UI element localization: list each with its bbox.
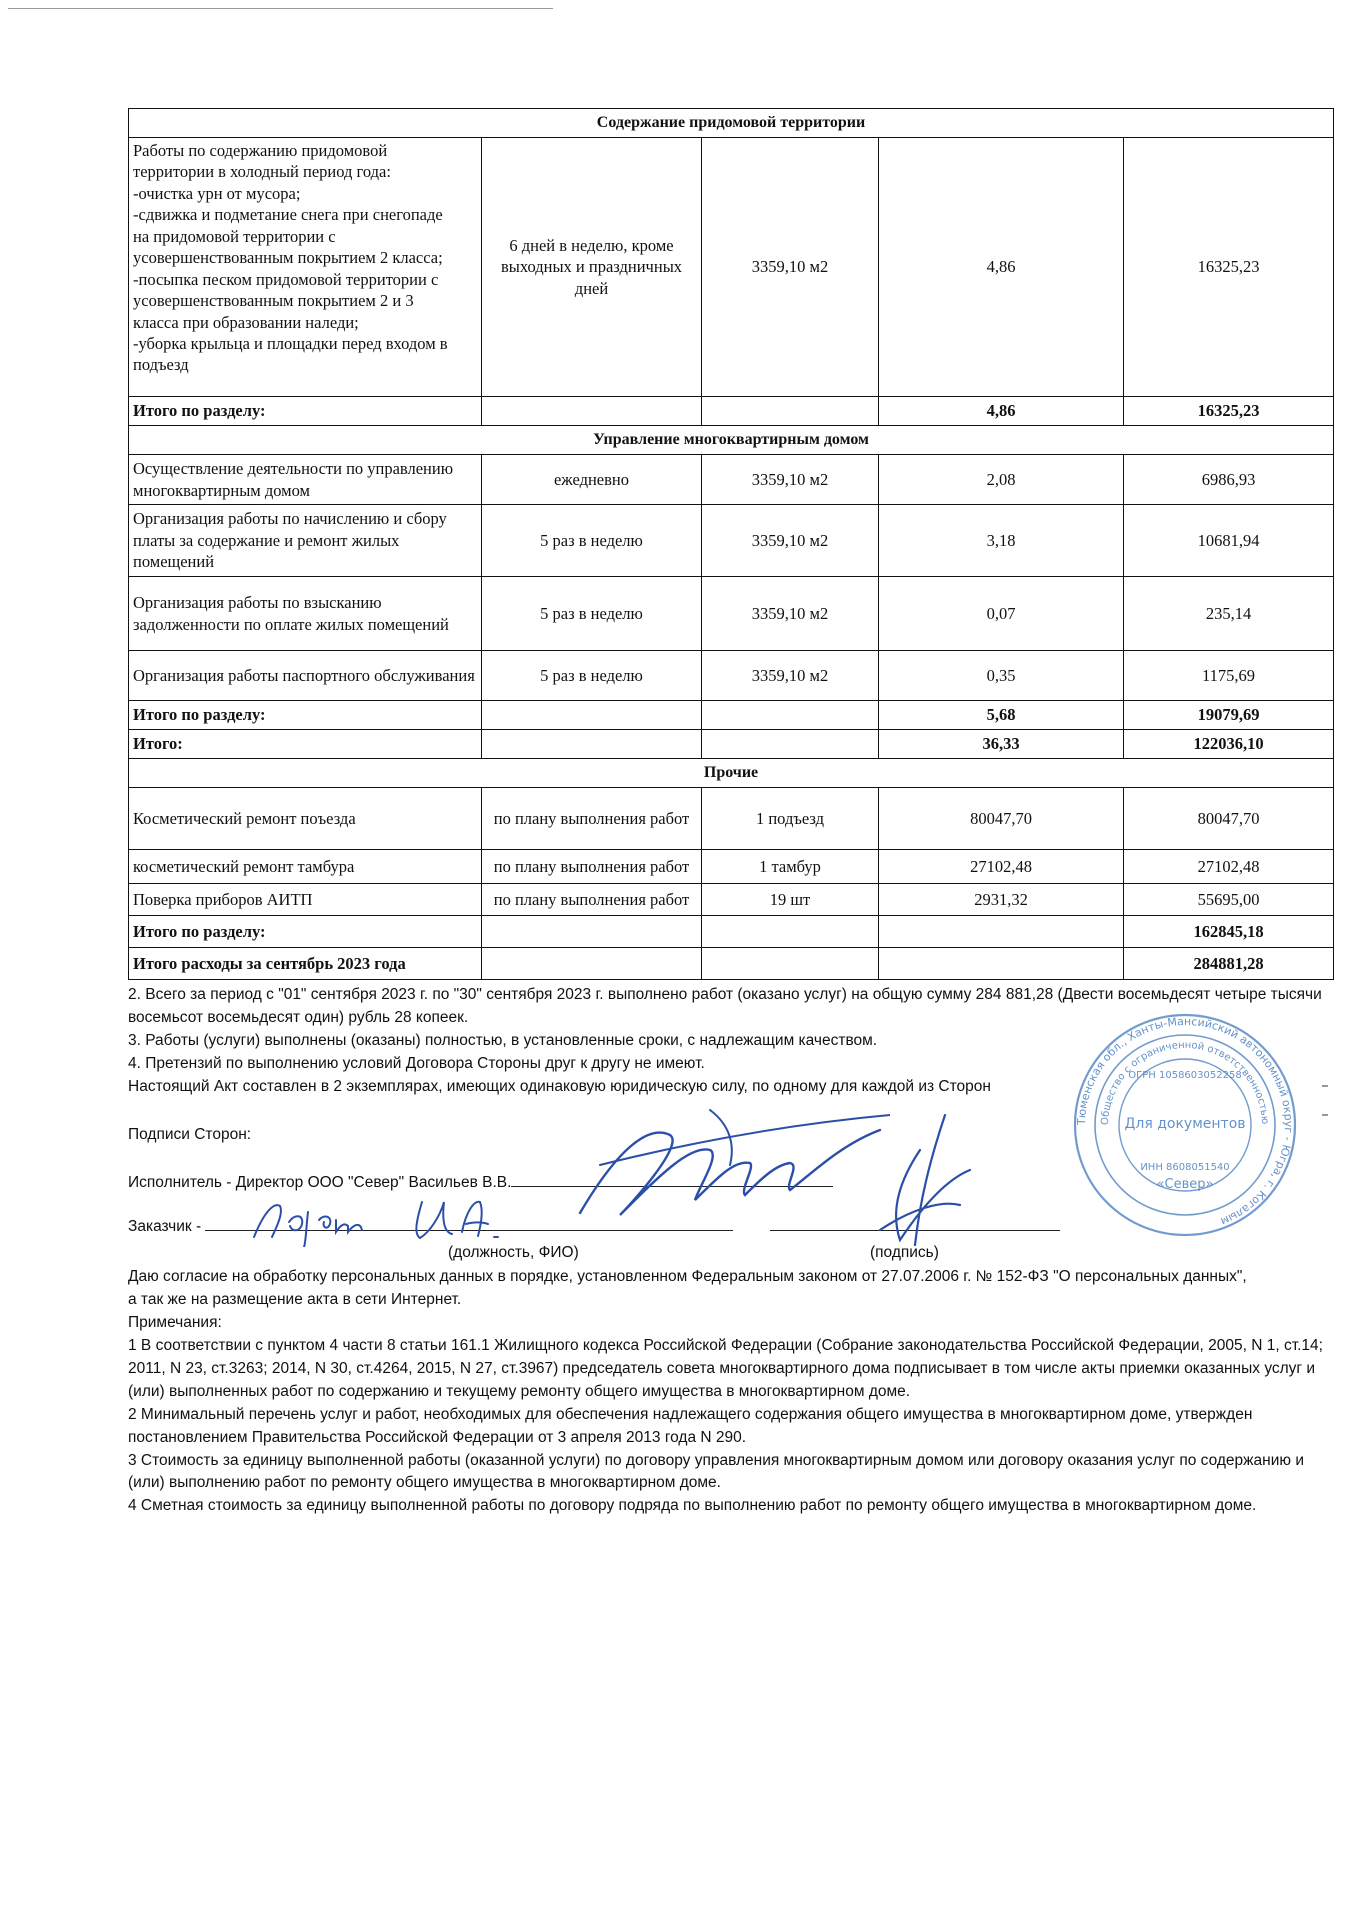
stamp-middle-text: Общество с ограниченной ответственностью <box>1099 1039 1271 1126</box>
rate-cell: 4,86 <box>879 138 1124 397</box>
expenses-total-row: Итого расходы за сентябрь 2023 года 284881,28 <box>129 948 1334 980</box>
table-row: косметический ремонт тамбура по плану выполнения работ 1 тамбур 27102,48 27102,48 <box>129 850 1334 884</box>
customer-handwritten-name <box>244 1192 524 1247</box>
stamp-inn: ИНН 8608051540 <box>1140 1162 1230 1173</box>
consent-and-notes: Даю согласие на обработку персональных данных в порядке, установленном Федеральным законом от 27.07.2006 г. № 152-ФЗ "О персональных данных", а так же на размещение акта в сети Интернет. Примечания: 1 В соответствии с пунктом 4 части 8 статьи 161.1 Жилищного кодекса Российской Федерации (Собрание законодательства Российской Федерации, 2005, N 1, ст.14; 2011, N 23, ст.3263; 2014, N 30, ст.4264, 2015, N 27, ст.3967) председатель совета многоквартирного дома подписывает в том числе акты приемки оказанных услуг и (или) выполненных работ по содержанию и текущему ремонту общего имущества в многоквартирном доме. 2 Минимальный перечень услуг и работ, необходимых для обеспечения надлежащего содержания общего имущества в многоквартирном доме, утвержден постановлением Правительства Российской Федерации от 3 апреля 2013 года N 290. 3 Стоимость за единицу выполненной работы (оказанной услуги) по договору управления многоквартирным домом или договору оказания услуг по содержанию и (или) выполнению работ по ремонту общего имущества в многоквартирном доме. 4 Сметная стоимость за единицу выполненной работы по договору подряда по выполнению работ по ремонту общего имущества в многоквартирном доме. <box>128 1266 1338 1518</box>
table-row: Организация работы паспортного обслуживания 5 раз в неделю 3359,10 м2 0,35 1175,69 <box>129 651 1334 701</box>
scan-artifact <box>1322 1114 1328 1116</box>
customer-line: Заказчик - <box>128 1218 1060 1236</box>
frequency-cell: 6 дней в неделю, кроме выходных и праздничных дней <box>482 138 702 397</box>
company-stamp <box>1050 1010 1320 1240</box>
section-header-other: Прочие <box>129 759 1334 788</box>
table-row: Косметический ремонт поъезда по плану выполнения работ 1 подъезд 80047,70 80047,70 <box>129 788 1334 850</box>
stamp-ogrn: ОГРН 1058603052258 <box>1128 1070 1242 1081</box>
amount-cell: 16325,23 <box>1124 138 1334 397</box>
stamp-outer-text: Тюменская обл., Ханты-Мансийский автономный округ - Югра, г. Когалым <box>1074 1014 1296 1229</box>
area-cell: 3359,10 м2 <box>702 138 879 397</box>
position-hint: (должность, ФИО) <box>448 1244 579 1261</box>
scan-top-line <box>8 8 553 9</box>
stamp-center: Для документов <box>1124 1116 1246 1132</box>
note-4: 4 Сметная стоимость за единицу выполненной работы по договору подряда по выполнению работ по ремонту общего имущества в многоквартирном доме. <box>128 1497 1257 1515</box>
act-paragraphs: 2. Всего за период с "01" сентября 2023 г. по "30" сентября 2023 г. выполнено работ (оказано услуг) на общую сумму 284 881,28 (Двести восемьдесят четыре тысячи восемьсот восемьдесят один) рубль 28 копеек. 3. Работы (услуги) выполнены (оказаны) полностью, в установленные сроки, с надлежащим качеством. 4. Претензий по выполнению условий Договора Стороны друг к другу не имеют. Настоящий Акт составлен в 2 экземплярах, имеющих одинаковую юридическую силу, по одному для каждой из Сторон <box>128 986 1322 1095</box>
table-row: Организация работы по взысканию задолженности по оплате жилых помещений 5 раз в неделю 3359,10 м2 0,07 235,14 <box>129 577 1334 651</box>
sign-hint: (подпись) <box>870 1244 939 1261</box>
table-row: Поверка приборов АИТП по плану выполнения работ 19 шт 2931,32 55695,00 <box>129 884 1334 916</box>
executor-line: Исполнитель - Директор ООО "Север" Васильев В.В. <box>128 1174 833 1192</box>
grand-total-row: Итого: 36,33 122036,10 <box>129 730 1334 759</box>
scan-artifact <box>1322 1085 1328 1087</box>
executor-signature <box>560 1105 890 1225</box>
table-row <box>129 138 1334 397</box>
work-description: Работы по содержанию придомовой территории в холодный период года: -очистка урн от мусора; -сдвижка и подметание снега при снегопаде на придомовой территории с усовершенствованным покрытием 2 класса; -посыпка песком придомовой территории с усовершенствованным покрытием 2 и 3 класса при образовании наледи; -уборка крыльца и площадки перед входом в подъезд <box>129 138 482 397</box>
stamp-company-name: «Север» <box>1156 1177 1214 1192</box>
works-table <box>128 108 1334 980</box>
note-1: 1 В соответствии с пунктом 4 части 8 статьи 161.1 Жилищного кодекса Российской Федерации (Собрание законодательства Российской Федерации, 2005, N 1, ст.14; 2011, N 23, ст.3263; 2014, N 30, ст.4264, 2015, N 27, ст.3967) председатель совета многоквартирного дома подписывает в том числе акты приемки оказанных услуг и (или) выполненных работ по содержанию и текущему ремонту общего имущества в многоквартирном доме. <box>128 1336 1323 1400</box>
note-3: 3 Стоимость за единицу выполненной работы (оказанной услуги) по договору управления многоквартирным домом или договору оказания услуг по содержанию и (или) выполнению работ по ремонту общего имущества в многоквартирном доме. <box>128 1451 1304 1492</box>
section-header-management: Управление многоквартирным домом <box>129 426 1334 455</box>
note-2: 2 Минимальный перечень услуг и работ, необходимых для обеспечения надлежащего содержания общего имущества в многоквартирном доме, утвержден постановлением Правительства Российской Федерации от 3 апреля 2013 года N 290. <box>128 1405 1253 1446</box>
section-total-row: Итого по разделу: 162845,18 <box>129 916 1334 948</box>
svg-text:Общество с ограниченной ответс <box>1100 1040 1270 1125</box>
table-row: Организация работы по начислению и сбору платы за содержание и ремонт жилых помещений 5 раз в неделю 3359,10 м2 3,18 10681,94 <box>129 505 1334 577</box>
signatures-heading: Подписи Сторон: <box>128 1126 252 1143</box>
section-header-territory: Содержание придомовой территории <box>129 109 1334 138</box>
section-total-row: Итого по разделу: 5,68 19079,69 <box>129 701 1334 730</box>
section-total-row: Итого по разделу: 4,86 16325,23 <box>129 397 1334 426</box>
notes-heading: Примечания: <box>128 1313 222 1331</box>
customer-signature <box>860 1110 980 1250</box>
table-row: Осуществление деятельности по управлению многоквартирным домом ежедневно 3359,10 м2 2,08 6986,93 <box>129 455 1334 505</box>
